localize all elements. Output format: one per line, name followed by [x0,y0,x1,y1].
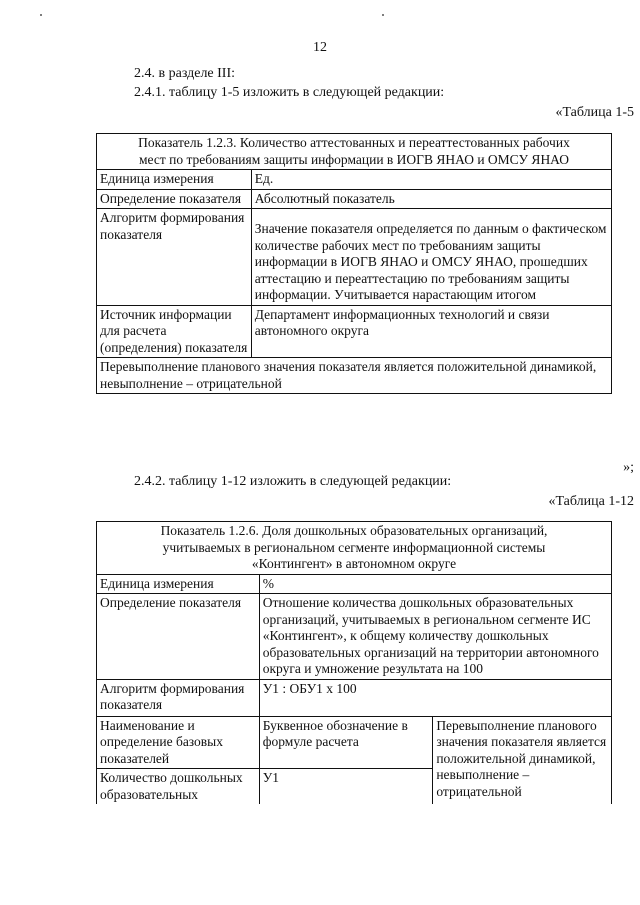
table-row [97,716,612,769]
base-col-note: Перевыполнение планового значения показателя является положительной динамикой, невыполнение – отрицательной [433,716,612,804]
table-row [97,574,612,594]
page-number: 12 [313,40,327,55]
indicator-table-2 [96,521,612,804]
table-row [97,594,612,680]
table-reference: «Таблица 1-5 [555,105,634,120]
row-label: Алгоритм формирования показателя [97,209,252,306]
row-value: У1 : ОБУ1 х 100 [259,679,611,716]
base-row-name: Количество дошкольных образовательных [97,769,260,805]
row-label: Определение показателя [97,594,260,680]
table-row [97,189,612,209]
table-row [97,305,612,358]
base-col-symbol: Буквенное обозначение в формуле расчета [259,716,433,769]
row-label: Единица измерения [97,170,252,190]
row-label: Определение показателя [97,189,252,209]
table-row [97,170,612,190]
table-row [97,209,612,306]
row-label: Источник информации для расчета (определения) показателя [97,305,252,358]
instruction-line: 2.4.2. таблицу 1-12 изложить в следующей редакции: [134,474,452,489]
indicator-table-1 [96,133,612,394]
scan-speck [382,14,384,16]
section-heading: 2.4. в разделе III: [134,66,236,81]
row-value: Значение показателя определяется по данным о фактическом количестве рабочих мест по требованиям защиты информации в ИОГВ ЯНАО и ОМСУ ЯНАО, прошедших аттестацию и переаттестацию по требованиям защиты информации. Учитывается нарастающим итогом [251,209,611,306]
row-value: Департамент информационных технологий и связи автономного округа [251,305,611,358]
scan-speck [40,14,42,16]
base-col-name: Наименование и определение базовых показателей [97,716,260,769]
instruction-line: 2.4.1. таблицу 1-5 изложить в следующей редакции: [134,85,445,100]
row-label: Единица измерения [97,574,260,594]
table-row [97,679,612,716]
row-label: Алгоритм формирования показателя [97,679,260,716]
row-value: Ед. [251,170,611,190]
table-header: Показатель 1.2.6. Доля дошкольных образовательных организаций, учитываемых в региональном сегменте информационной системы «Контингент» в автономном округе [97,522,612,575]
closing-quote: »; [623,460,634,475]
table-header: Показатель 1.2.3. Количество аттестованных и переаттестованных рабочих мест по требованиям защиты информации в ИОГВ ЯНАО и ОМСУ ЯНАО [97,134,612,170]
table-row [97,358,612,394]
table-reference: «Таблица 1-12 [548,494,634,509]
base-row-symbol: У1 [259,769,433,805]
row-value: Абсолютный показатель [251,189,611,209]
row-value: % [259,574,611,594]
table-footer: Перевыполнение планового значения показателя является положительной динамикой, невыполнение – отрицательной [97,358,612,394]
row-value: Отношение количества дошкольных образовательных организаций, учитываемых в региональном сегменте ИС «Контингент», к общему количеству дошкольных образовательных организаций на территории автономного округа и умножение результата на 100 [259,594,611,680]
